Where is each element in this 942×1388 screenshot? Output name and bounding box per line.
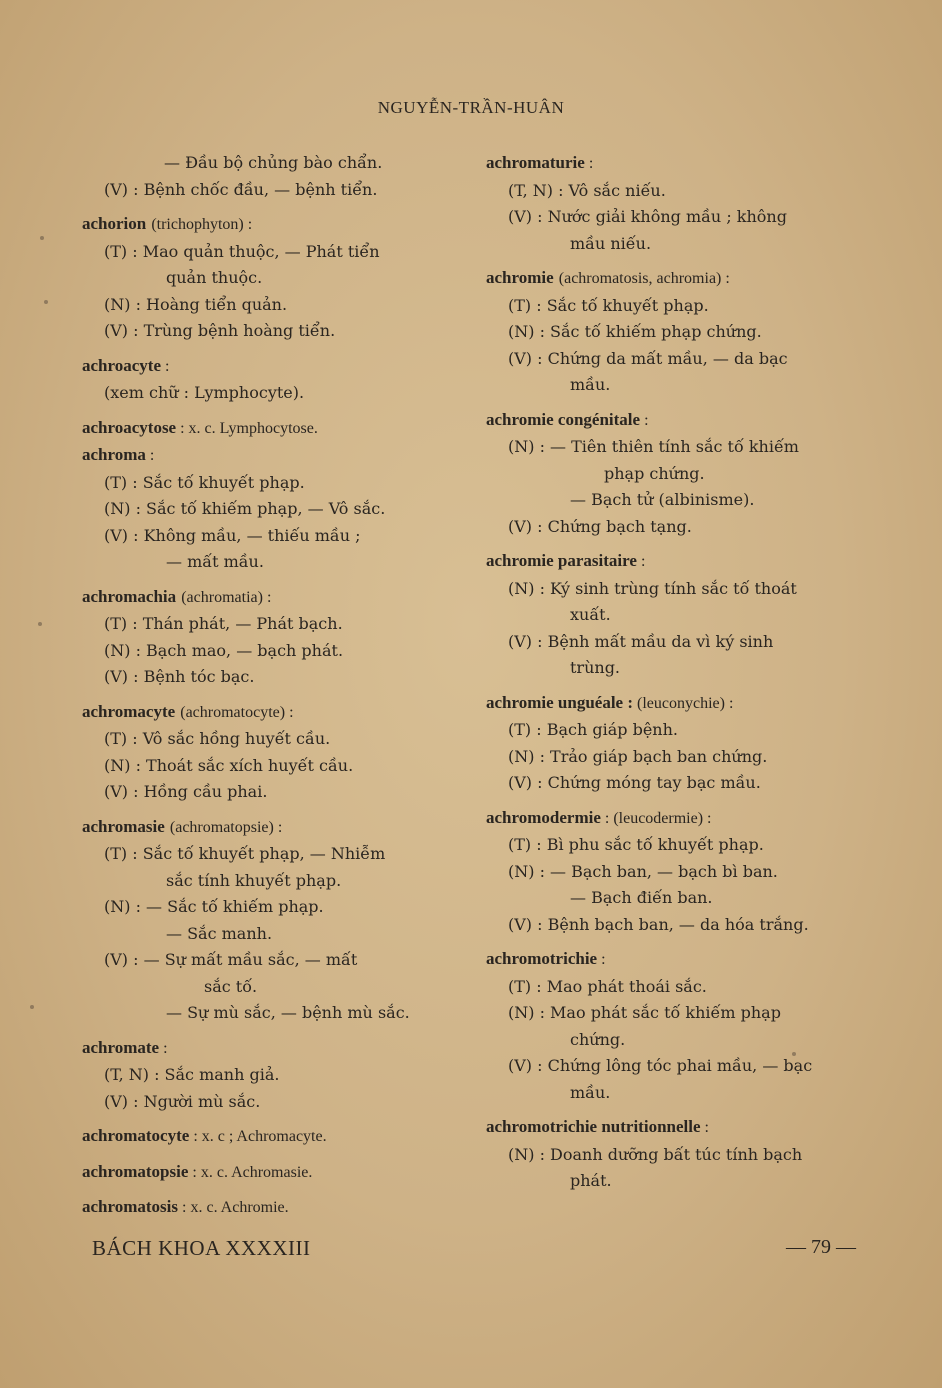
definition-line: (V) : Hồng cầu phai.: [104, 782, 268, 801]
definition-line: phát.: [570, 1171, 612, 1190]
entry-term: achroacytose: [82, 417, 177, 437]
entry-term: achromie congénitale: [486, 409, 641, 429]
definition-line: (T) : Sắc tố khuyết phạp.: [104, 472, 305, 492]
definition-line: — mất mầu.: [166, 552, 264, 571]
definition-line: (N) : Sắc tố khiếm phạp chứng.: [508, 322, 762, 341]
definition-line: (V) : Chứng da mất mầu, — da bạc: [508, 348, 788, 368]
entry-note: :: [584, 155, 594, 172]
paper-speck: [792, 1052, 796, 1056]
entry-achromasie: [82, 814, 467, 1027]
entry-achromaturie: [486, 150, 871, 257]
paper-speck: [40, 236, 44, 240]
entry-achroma: [82, 442, 467, 576]
entry-term: achromatopsie: [82, 1161, 189, 1181]
definition-line: trùng.: [570, 658, 621, 677]
definition-line: (N) : Hoàng tiển quản.: [104, 294, 288, 314]
definition-line: phạp chứng.: [604, 463, 705, 483]
entry-note: :: [640, 411, 649, 429]
definition-line: sắc tố.: [204, 976, 258, 996]
entry-continuation: [82, 150, 467, 203]
definition-line: (V) : Người mù sắc.: [104, 1091, 261, 1111]
definition-line: (V) : — Sự mất mầu sắc, — mất: [104, 950, 358, 969]
entry-achromacyte: [82, 699, 467, 806]
entry-achromatopsie: [82, 1159, 467, 1187]
definition-line: (V) : Chứng bạch tạng.: [508, 516, 692, 536]
definition-line: (N) : — Tiên thiên tính sắc tố khiếm: [508, 437, 799, 456]
paper-speck: [30, 1005, 34, 1009]
entry-achorion: [82, 211, 467, 345]
entry-term: achromasie: [82, 816, 165, 836]
definition-line: (T) : Sắc tố khuyết phạp.: [508, 295, 709, 315]
definition-line: (N) : — Sắc tố khiếm phạp.: [104, 897, 324, 916]
entry-achromachia: [82, 584, 467, 691]
entry-term: achroma: [82, 445, 146, 464]
definition-line: — Đầu bộ chủng bào chẩn.: [164, 153, 383, 172]
entry-term: achromie: [486, 268, 554, 287]
definition-line: (T, N) : Vô sắc niếu.: [508, 180, 666, 200]
footer-journal-title: BÁCH KHOA XXXXIII: [92, 1236, 311, 1260]
entry-note: :: [161, 357, 170, 375]
definition-line: — Sự mù sắc, — bệnh mù sắc.: [166, 1003, 410, 1022]
entry-term: achromaturie: [486, 153, 585, 172]
right-column: [486, 150, 871, 1203]
page-number: — 79 —: [786, 1236, 856, 1258]
definition-line: (T) : Bì phu sắc tố khuyết phạp.: [508, 835, 764, 854]
entry-note: :: [159, 1039, 168, 1057]
definition-line: mầu.: [570, 375, 611, 394]
entry-note: : x. c. Achromasie.: [188, 1163, 313, 1181]
definition-line: (N) : Thoát sắc xích huyết cầu.: [104, 755, 354, 775]
definition-line: (N) : Sắc tố khiếm phạp, — Vô sắc.: [104, 499, 386, 518]
entry-achromie-congenitale: [486, 407, 871, 541]
entry-achromie-ungueale: [486, 690, 871, 797]
entry-note: :: [597, 951, 606, 968]
entry-note: : x. c. Achromie.: [178, 1199, 289, 1216]
definition-line: mầu niếu.: [570, 233, 652, 253]
entry-term: achromotrichie nutritionnelle: [486, 1117, 701, 1136]
entry-term: achromacyte: [82, 701, 176, 721]
definition-line: — Sắc manh.: [166, 923, 273, 943]
entry-term: achromodermie: [486, 807, 601, 827]
entry-term: achromate: [82, 1037, 160, 1057]
entry-term: achroacyte: [82, 355, 161, 375]
entry-note: (achromatopsie) :: [169, 818, 283, 836]
definition-line: (N) : — Bạch ban, — bạch bì ban.: [508, 861, 778, 881]
definition-line: (V) : Bệnh tóc bạc.: [104, 667, 255, 686]
entry-achromotrichie: [486, 946, 871, 1106]
entry-term: achromatosis: [82, 1197, 179, 1216]
definition-line: (N) : Ký sinh trùng tính sắc tố thoát: [508, 578, 797, 598]
paper-speck: [44, 300, 48, 304]
definition-line: (V) : Chứng móng tay bạc mầu.: [508, 773, 761, 792]
entry-note: : x. c ; Achromacyte.: [189, 1128, 327, 1145]
running-header: NGUYỄN-TRẦN-HUÂN: [377, 98, 565, 117]
entry-note: (achromatosis, achromia) :: [558, 270, 730, 287]
entry-achromatocyte: [82, 1123, 467, 1151]
definition-line: (xem chữ : Lymphocyte).: [104, 383, 305, 402]
definition-line: (V) : Bệnh bạch ban, — da hóa trắng.: [508, 914, 809, 934]
definition-line: mầu.: [570, 1082, 611, 1102]
entry-term: achorion: [82, 214, 147, 233]
entry-note: :: [145, 447, 155, 464]
entry-achromatosis: [82, 1194, 467, 1222]
definition-line: (T) : Vô sắc hồng huyết cầu.: [104, 729, 331, 748]
entry-achroacyte: [82, 353, 467, 407]
definition-line: xuất.: [570, 605, 611, 624]
entry-note: (leuconychie) :: [633, 694, 734, 712]
entry-note: (trichophyton) :: [151, 216, 253, 233]
definition-line: — Bạch điến ban.: [570, 888, 713, 907]
definition-line: (N) : Trảo giáp bạch ban chứng.: [508, 746, 768, 766]
entry-achromie-parasitaire: [486, 548, 871, 682]
definition-line: (V) : Không mầu, — thiếu mầu ;: [104, 525, 361, 545]
entry-achromie: [486, 265, 871, 399]
definition-line: (T) : Mao quản thuộc, — Phát tiển: [104, 241, 380, 261]
definition-line: (V) : Bệnh chốc đầu, — bệnh tiển.: [104, 179, 378, 199]
definition-line: (T) : Bạch giáp bệnh.: [508, 720, 678, 739]
definition-line: (N) : Doanh dưỡng bất túc tính bạch: [508, 1144, 803, 1164]
entry-term: achromatocyte: [82, 1126, 190, 1145]
definition-line: (T, N) : Sắc manh giả.: [104, 1065, 280, 1084]
definition-line: — Bạch tử (albinisme).: [570, 490, 755, 509]
entry-note: (achromatia) :: [181, 588, 272, 606]
entry-achroacytose: [82, 415, 467, 443]
entry-note: : (leucodermie) :: [600, 809, 712, 827]
definition-line: (T) : Sắc tố khuyết phạp, — Nhiễm: [104, 844, 386, 863]
entry-term: achromie unguéale :: [486, 692, 634, 712]
entry-achromodermie: [486, 805, 871, 939]
entry-note: :: [636, 553, 646, 570]
definition-line: quản thuộc.: [166, 268, 263, 287]
definition-line: (N) : Bạch mao, — bạch phát.: [104, 640, 344, 660]
definition-line: (T) : Thán phát, — Phát bạch.: [104, 614, 343, 633]
entry-note: :: [700, 1119, 709, 1136]
entry-term: achromachia: [82, 586, 177, 606]
definition-line: (V) : Bệnh mất mầu da vì ký sinh: [508, 631, 774, 651]
left-column: [82, 150, 467, 1230]
definition-line: (V) : Chứng lông tóc phai mầu, — bạc: [508, 1056, 813, 1075]
definition-line: (V) : Nước giải không mầu ; không: [508, 207, 787, 226]
entry-achromotrichie-nutritionnelle: [486, 1114, 871, 1195]
paper-speck: [38, 622, 42, 626]
definition-line: sắc tính khuyết phạp.: [166, 870, 342, 890]
entry-note: (achromatocyte) :: [180, 703, 294, 721]
entry-term: achromotrichie: [486, 949, 598, 968]
entry-term: achromie parasitaire: [486, 551, 637, 570]
definition-line: chứng.: [570, 1029, 626, 1049]
definition-line: (T) : Mao phát thoái sắc.: [508, 976, 707, 996]
entry-note: : x. c. Lymphocytose.: [176, 419, 318, 437]
definition-line: (V) : Trùng bệnh hoàng tiển.: [104, 321, 336, 340]
entry-achromate: [82, 1035, 467, 1116]
definition-line: (N) : Mao phát sắc tố khiếm phạp: [508, 1003, 781, 1022]
